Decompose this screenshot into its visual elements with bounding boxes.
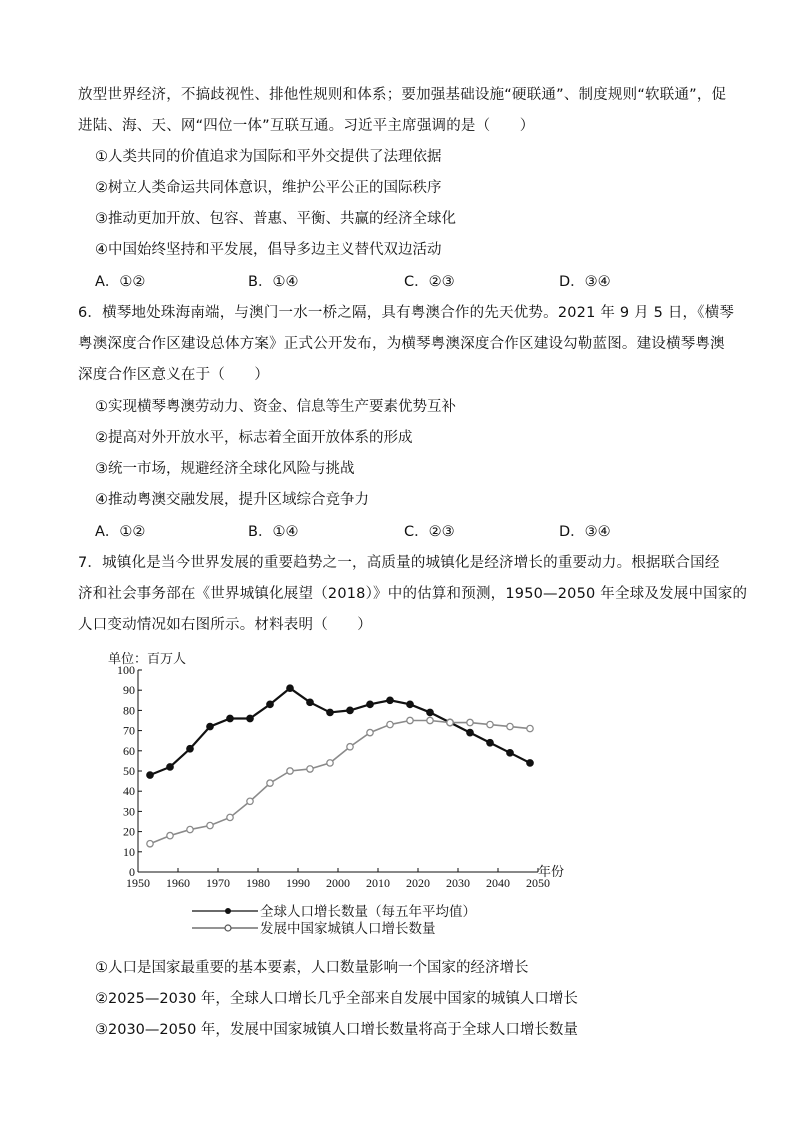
q5-choice-c: C．②③: [404, 274, 455, 290]
q7-statement-1: ①人口是国家最重要的基本要素，人口数量影响一个国家的经济增长: [95, 960, 529, 976]
series-2-point: [367, 729, 373, 735]
y-tick-label: 50: [123, 764, 135, 778]
series-2-point: [427, 717, 433, 723]
q6-choice-d: D．③④: [559, 524, 611, 540]
x-tick-label: 2000: [326, 876, 350, 890]
q6-statement-2: ②提高对外开放水平，标志着全面开放体系的形成: [95, 430, 413, 446]
series-2-point: [407, 717, 413, 723]
q6-text-line-1: 6．横琴地处珠海南端，与澳门一水一桥之隔，具有粤澳合作的先天优势。2021 年 9 月 5 日，《横琴: [78, 305, 735, 321]
x-tick-label: 1980: [246, 876, 270, 890]
q5-statement-3: ③推动更加开放、包容、普惠、平衡、共赢的经济全球化: [95, 211, 456, 227]
series-2-point: [447, 719, 453, 725]
chart-unit-label: 单位：百万人: [108, 652, 187, 667]
y-tick-label: 80: [123, 703, 135, 718]
legend-label-developing: 发展中国家城镇人口增长数量: [260, 921, 436, 937]
series-2-point: [527, 725, 533, 731]
y-tick-label: 100: [117, 663, 135, 677]
x-tick-label: 1970: [206, 876, 230, 890]
q5-statement-1: ①人类共同的价值追求为国际和平外交提供了法理依据: [95, 149, 442, 165]
x-tick-label: 2020: [406, 876, 430, 890]
series-1-point: [247, 715, 253, 721]
q6-statement-3: ③统一市场，规避经济全球化风险与挑战: [95, 461, 355, 477]
series-1-point: [187, 746, 193, 752]
q5-text-line-1: 放型世界经济，不搞歧视性、排他性规则和体系；要加强基础设施“硬联通”、制度规则“软联通”，促: [78, 87, 727, 103]
q6-statement-4: ④推动粤澳交融发展，提升区域综合竞争力: [95, 492, 369, 508]
series-1-point: [307, 699, 313, 705]
series-1-point: [367, 701, 373, 707]
q6-text-line-2: 粤澳深度合作区建设总体方案》正式公开发布，为横琴粤澳深度合作区建设勾勒蓝图。建设横琴粤澳: [78, 336, 725, 352]
q5-statement-4: ④中国始终坚持和平发展，倡导多边主义替代双边活动: [95, 242, 442, 258]
q5-statement-2: ②树立人类命运共同体意识，维护公平公正的国际秩序: [95, 180, 442, 196]
series-2-point: [267, 780, 273, 786]
series-2-point: [307, 766, 313, 772]
q7-text-line-2: 济和社会事务部在《世界城镇化展望（2018）》中的估算和预测，1950—2050 年全球及发展中国家的: [78, 586, 748, 602]
series-2-point: [247, 798, 253, 804]
q5-choice-b: B．①④: [248, 274, 299, 290]
q6-text-line-3: 深度合作区意义在于（ ）: [78, 367, 270, 383]
y-tick-label: 90: [123, 683, 135, 698]
q7-statement-3: ③2030—2050 年，发展中国家城镇人口增长数量将高于全球人口增长数量: [95, 1022, 578, 1038]
series-2-point: [467, 719, 473, 725]
x-tick-label: 2050: [526, 876, 550, 890]
legend-label-global: 全球人口增长数量（每五年平均值）: [260, 904, 476, 920]
q7-text-line-1: 7．城镇化是当今世界发展的重要趋势之一，高质量的城镇化是经济增长的重要动力。根据联合国经: [78, 555, 720, 571]
chart-axes: [117, 663, 550, 890]
x-tick-label: 1950: [126, 876, 150, 890]
y-tick-label: 20: [123, 824, 135, 839]
series-1-point: [167, 764, 173, 770]
q6-choice-b: B．①④: [248, 524, 299, 540]
series-1-point: [507, 750, 513, 756]
series-2-point: [387, 721, 393, 727]
series-1-point: [407, 701, 413, 707]
population-growth-chart: [100, 640, 590, 940]
series-1-point: [327, 709, 333, 715]
series-2-point: [187, 826, 193, 832]
series-1-point: [147, 772, 153, 778]
series-1-point: [467, 729, 473, 735]
series-1-point: [267, 701, 273, 707]
series-1-point: [347, 707, 353, 713]
x-tick-label: 2010: [366, 876, 390, 890]
series-1-point: [207, 723, 213, 729]
series-2-point: [507, 723, 513, 729]
series-1-point: [487, 740, 493, 746]
series-2-point: [327, 760, 333, 766]
y-tick-label: 60: [123, 743, 135, 758]
q5-text-line-2: 进陆、海、天、网“四位一体”互联互通。习近平主席强调的是（ ）: [78, 118, 535, 134]
y-tick-label: 30: [123, 804, 135, 819]
series-1-point: [387, 697, 393, 703]
series-1-point: [287, 685, 293, 691]
y-tick-label: 70: [123, 723, 135, 738]
y-tick-label: 40: [123, 784, 135, 799]
x-tick-label: 2030: [446, 876, 470, 890]
series-1-point: [427, 709, 433, 715]
legend-marker-developing: [225, 925, 231, 931]
series-2-point: [147, 841, 153, 847]
y-tick-label: 0: [129, 865, 135, 879]
q6-choice-c: C．②③: [404, 524, 455, 540]
q6-statement-1: ①实现横琴粤澳劳动力、资金、信息等生产要素优势互补: [95, 399, 456, 415]
chart-series: [147, 685, 533, 847]
series-2-point: [487, 721, 493, 727]
series-1-point: [527, 760, 533, 766]
y-tick-label: 10: [123, 844, 135, 859]
series-2-point: [287, 768, 293, 774]
x-tick-label: 1990: [286, 876, 310, 890]
series-2-point: [347, 744, 353, 750]
x-tick-label: 1960: [166, 876, 190, 890]
q7-text-line-3: 人口变动情况如右图所示。材料表明（ ）: [78, 617, 372, 633]
q7-statement-2: ②2025—2030 年，全球人口增长几乎全部来自发展中国家的城镇人口增长: [95, 991, 578, 1007]
series-2-point: [207, 822, 213, 828]
x-axis-label: 年份: [538, 865, 565, 880]
series-1-point: [227, 715, 233, 721]
x-tick-label: 2040: [486, 876, 510, 890]
legend-marker-global: [225, 908, 231, 914]
q6-choice-a: A．①②: [95, 524, 146, 540]
q5-choice-d: D．③④: [559, 274, 611, 290]
series-2-point: [167, 832, 173, 838]
series-2-point: [227, 814, 233, 820]
q5-choice-a: A．①②: [95, 274, 146, 290]
